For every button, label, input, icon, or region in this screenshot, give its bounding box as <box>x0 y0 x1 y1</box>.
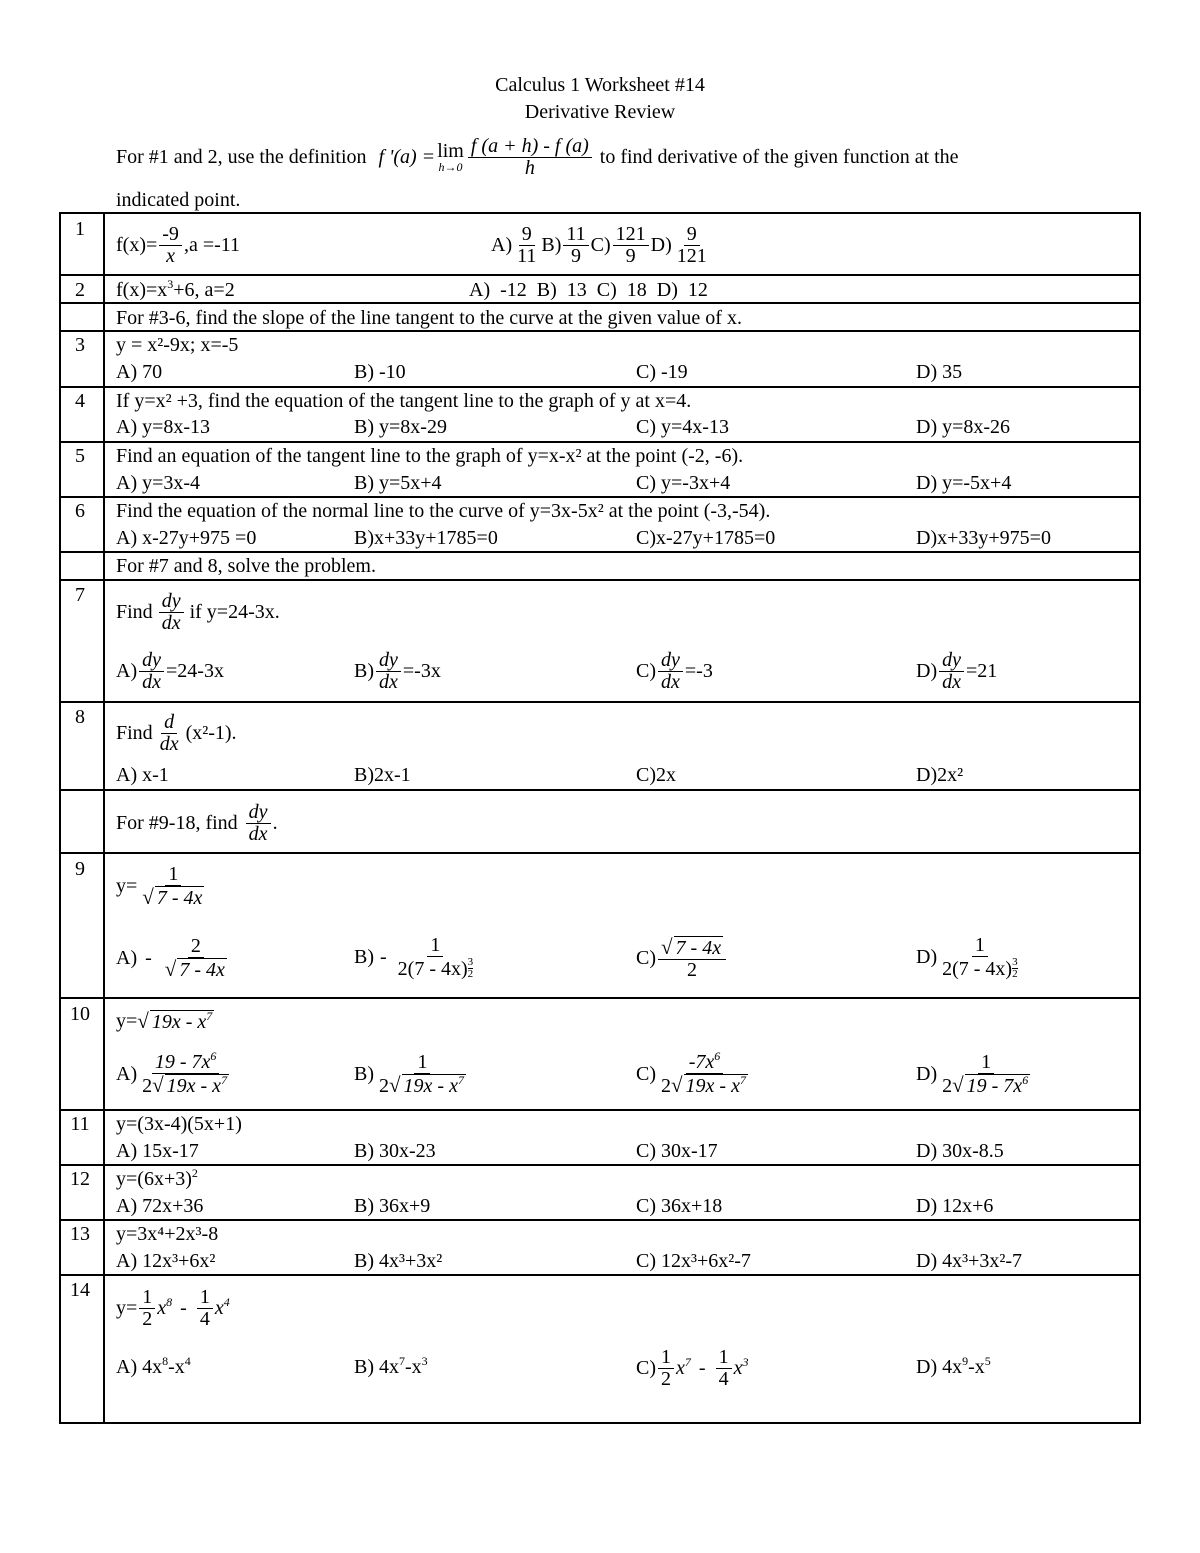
choice-c: C)2x <box>636 764 676 786</box>
choice-d: D) $\frac{dy}{dx}$ =21 <box>916 648 998 693</box>
row-divider <box>59 274 1141 276</box>
choice-d: D) 12x+6 <box>916 1195 994 1217</box>
choice-c: C) y=-3x+4 <box>636 472 731 494</box>
table-right-border <box>1139 212 1141 1424</box>
choice-b: B) - 1 2(7 - 4x) $^{\frac{3}{2}}$ <box>354 933 474 980</box>
choice-a: A) 70 <box>116 361 163 383</box>
row-divider <box>59 1164 1141 1166</box>
choice-d: D) y=-5x+4 <box>916 472 1012 494</box>
question-number: 8 <box>75 706 85 728</box>
q12-prompt: $y=(6x+3)^2$ <box>116 1166 198 1190</box>
intro-text: For #1 and 2, use the definition <box>116 145 367 168</box>
question-number: 1 <box>75 218 85 240</box>
row-divider <box>59 852 1141 854</box>
choice-a: A) - $\frac{2}{√ 7 - 4x}$ <box>116 934 225 981</box>
row-divider <box>59 1274 1141 1276</box>
row-divider <box>59 579 1141 581</box>
q1-prompt: f(x)= $\frac{-9}{x}$ ,a =-11 <box>116 222 241 267</box>
choice-b: B)2x-1 <box>354 764 411 786</box>
choice-d: D) 4x³+3x²-7 <box>916 1250 1023 1272</box>
choice-a: A) $\frac{19 - 7x^6}{2√ 19x - x^7}$ <box>116 1048 228 1097</box>
section-7-8-instructions: For #7 and 8, solve the problem. <box>116 555 376 577</box>
question-number: 13 <box>70 1223 90 1245</box>
question-number: 11 <box>70 1113 90 1135</box>
choice-a: A) y=3x-4 <box>116 472 201 494</box>
choice-b: B) $\frac{1}{2√ 19x - x^7}$ <box>354 1050 464 1097</box>
q2-prompt: $f(x)=x^3+6$, a=2 <box>116 277 235 301</box>
choice-b: B)x+33y+1785=0 <box>354 527 498 549</box>
row-divider <box>59 551 1141 553</box>
choice-a: A) 12x³+6x² <box>116 1250 216 1272</box>
question-number: 5 <box>75 445 85 467</box>
question-number: 10 <box>70 1003 90 1025</box>
choice-b: B) 4x³+3x² <box>354 1250 443 1272</box>
q9-prompt: y= $\frac{1}{√ 7 - 4x}$ <box>116 862 203 909</box>
q13-prompt: y=3x⁴+2x³-8 <box>116 1223 219 1245</box>
choice-a: A) 72x+36 <box>116 1195 204 1217</box>
choice-d: D) y=8x-26 <box>916 416 1011 438</box>
question-number: 7 <box>75 584 85 606</box>
row-divider <box>59 212 1141 214</box>
choice-a: A) $\frac{dy}{dx}$ =24-3x <box>116 648 224 693</box>
q8-prompt: Find $\frac{d}{dx}$ (x²-1). <box>116 710 237 755</box>
choice-b: B) y=8x-29 <box>354 416 447 438</box>
question-number: 2 <box>75 279 85 301</box>
question-number: 9 <box>75 858 85 880</box>
choice-b: B) 30x-23 <box>354 1140 436 1162</box>
section-3-6-instructions: For #3-6, find the slope of the line tangent to the curve at the given value of x. <box>116 307 742 329</box>
choice-c: C) 36x+18 <box>636 1195 723 1217</box>
choice-d: D) $4x^9-x^5$ <box>916 1354 991 1378</box>
q10-prompt: y= √ $19x - x^7$ <box>116 1008 213 1033</box>
row-divider <box>59 1219 1141 1221</box>
section-9-18-instructions: For #9-18, find $\frac{dy}{dx}$ . <box>116 800 278 845</box>
choice-d: D)x+33y+975=0 <box>916 527 1051 549</box>
q7-prompt: Find $\frac{dy}{dx}$ if y=24-3x. <box>116 589 280 634</box>
row-divider <box>59 1109 1141 1111</box>
question-number: 12 <box>70 1168 90 1190</box>
row-divider <box>59 701 1141 703</box>
row-divider <box>59 302 1141 304</box>
limit: lim h→0 <box>437 140 464 174</box>
question-number: 6 <box>75 500 85 522</box>
q11-prompt: y=(3x-4)(5x+1) <box>116 1113 242 1135</box>
choice-c: C) $\frac{√ 7 - 4x}{2}$ <box>636 928 728 988</box>
choice-d: D) 30x-8.5 <box>916 1140 1004 1162</box>
choice-c: C) $\frac{1}{2}$ $x^7$ - $\frac{1}{4}$ $x^3$ <box>636 1345 749 1390</box>
intro-after: to find derivative of the given function at the <box>599 145 959 168</box>
choice-a: A) x-27y+975 =0 <box>116 527 257 549</box>
question-number: 14 <box>70 1279 90 1301</box>
choice-d: D) $\frac{1}{2√ 19 - 7x^6}$ <box>916 1050 1029 1097</box>
def-fraction: $\frac{f (a + h) - f (a)}{h}$ <box>468 136 592 179</box>
choice-b: B) 36x+9 <box>354 1195 431 1217</box>
number-column-divider <box>103 212 105 1424</box>
choice-b: B) y=5x+4 <box>354 472 442 494</box>
row-divider <box>59 330 1141 332</box>
choice-a: A) $4x^8-x^4$ <box>116 1354 191 1378</box>
worksheet-subtitle: Derivative Review <box>524 101 676 123</box>
definition-line <box>116 130 959 184</box>
row-divider <box>59 386 1141 388</box>
choice-b: B) -10 <box>354 361 406 383</box>
table-left-border <box>59 212 61 1424</box>
q1-choices: A) $\frac{9}{11}$ B) $\frac{11}{9}$ C) $\frac{121}{9}$ D) $\frac{9}{121}$ <box>491 222 707 267</box>
choice-a: A) x-1 <box>116 764 169 786</box>
choice-d: D) 1 2(7 - 4x) $^{\frac{3}{2}}$ <box>916 933 1018 980</box>
row-divider <box>59 997 1141 999</box>
choice-a: A) 15x-17 <box>116 1140 199 1162</box>
choice-b: B) $\frac{dy}{dx}$ =-3x <box>354 648 441 693</box>
intro-line2: indicated point. <box>116 189 241 211</box>
worksheet-title: Calculus 1 Worksheet #14 <box>495 74 705 96</box>
choice-c: C) -19 <box>636 361 688 383</box>
choice-c: C) y=4x-13 <box>636 416 729 438</box>
choice-c: C) $\frac{dy}{dx}$ =-3 <box>636 648 713 693</box>
q2-choices: A) -12 B) 13 C) 18 D) 12 <box>469 279 708 301</box>
row-divider <box>59 789 1141 791</box>
row-divider <box>59 441 1141 443</box>
question-number: 4 <box>75 390 85 412</box>
q3-prompt: y = x²-9x; x=-5 <box>116 334 239 356</box>
q6-prompt: Find the equation of the normal line to the curve of y=3x-5x² at the point (-3,-54). <box>116 500 771 522</box>
q14-prompt: y= $\frac{1}{2}$ $x^8$ - $\frac{1}{4}$ $x^4$ <box>116 1285 230 1330</box>
choice-d: D)2x² <box>916 764 964 786</box>
table-bottom-border <box>59 1422 1141 1424</box>
question-number: 3 <box>75 334 85 356</box>
choice-d: D) 35 <box>916 361 963 383</box>
row-divider <box>59 496 1141 498</box>
q5-prompt: Find an equation of the tangent line to the graph of y=x-x² at the point (-2, -6). <box>116 445 744 467</box>
def-lhs: f '(a) = <box>378 145 436 168</box>
choice-c: C) 12x³+6x²-7 <box>636 1250 751 1272</box>
choice-c: C) 30x-17 <box>636 1140 718 1162</box>
choice-c: C) $\frac{-7x^6}{2√ 19x - x^7}$ <box>636 1048 746 1097</box>
choice-c: C)x-27y+1785=0 <box>636 527 776 549</box>
choice-a: A) y=8x-13 <box>116 416 211 438</box>
q4-prompt: If y=x² +3, find the equation of the tangent line to the graph of y at x=4. <box>116 390 692 412</box>
choice-b: B) $4x^7-x^3$ <box>354 1354 428 1378</box>
